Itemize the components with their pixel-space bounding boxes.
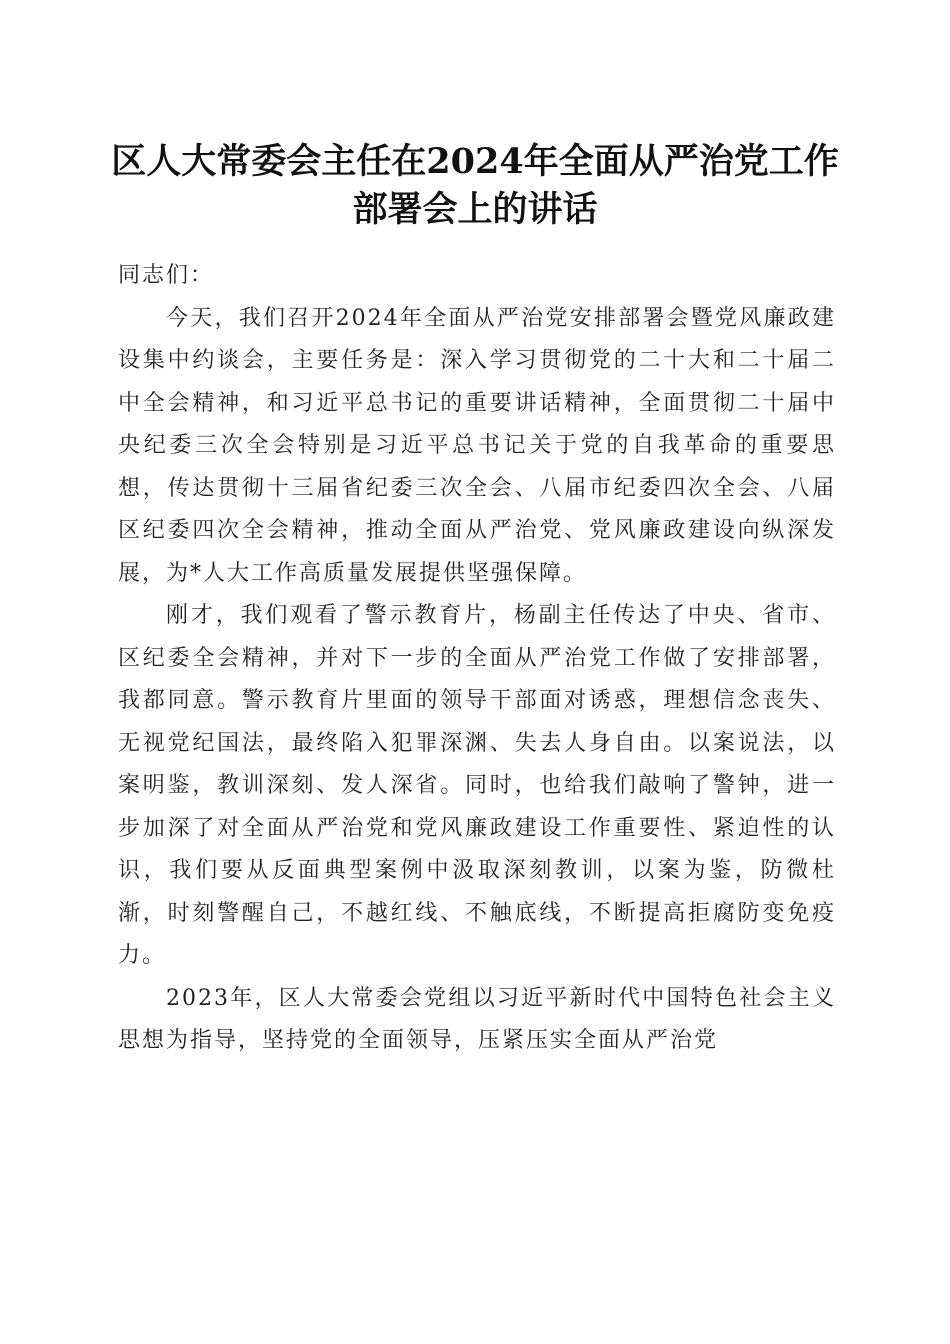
paragraph-opening: 今天，我们召开2024年全面从严治党安排部署会暨党风廉政建设集中约谈会，主要任务是：深入学习贯彻党的二十大和二十届二中全会精神，和习近平总书记的重要讲话精神，全面贯彻二十届中央纪委三次全会特别是习近平总书记关于党的自我革命的重要思想，传达贯彻十三届省纪委三次全会、八届市纪委四次全会、八届区纪委四次全会精神，推动全面从严治党、党风廉政建设向纵深发展，为*人大工作高质量发展提供坚强保障。 <box>118 305 836 586</box>
paragraph-warning-education: 刚才，我们观看了警示教育片，杨副主任传达了中央、省市、区纪委全会精神，并对下一步的全面从严治党工作做了安排部署，我都同意。警示教育片里面的领导干部面对诱惑，理想信念丧失、无视党纪国法，最终陷入犯罪深渊、失去人身自由。以案说法，以案明鉴，教训深刻、发人深省。同时，也给我们敲响了警钟，进一步加深了对全面从严治党和党风廉政建设工作重要性、紧迫性的认识，我们要从反面典型案例中汲取深刻教训，以案为鉴，防微杜渐，时刻警醒自己，不越红线、不触底线，不断提高拒腐防变免疫力。 <box>118 603 836 968</box>
salutation: 同志们： <box>118 263 215 288</box>
document-body <box>118 255 836 1063</box>
paragraph-2023-review: 2023年，区人大常委会党组以习近平新时代中国特色社会主义思想为指导，坚持党的全面领导，压紧压实全面从严治党 <box>118 985 836 1053</box>
document-title: 区人大常委会主任在2024年全面从严治党工作部署会上的讲话 <box>111 141 839 230</box>
